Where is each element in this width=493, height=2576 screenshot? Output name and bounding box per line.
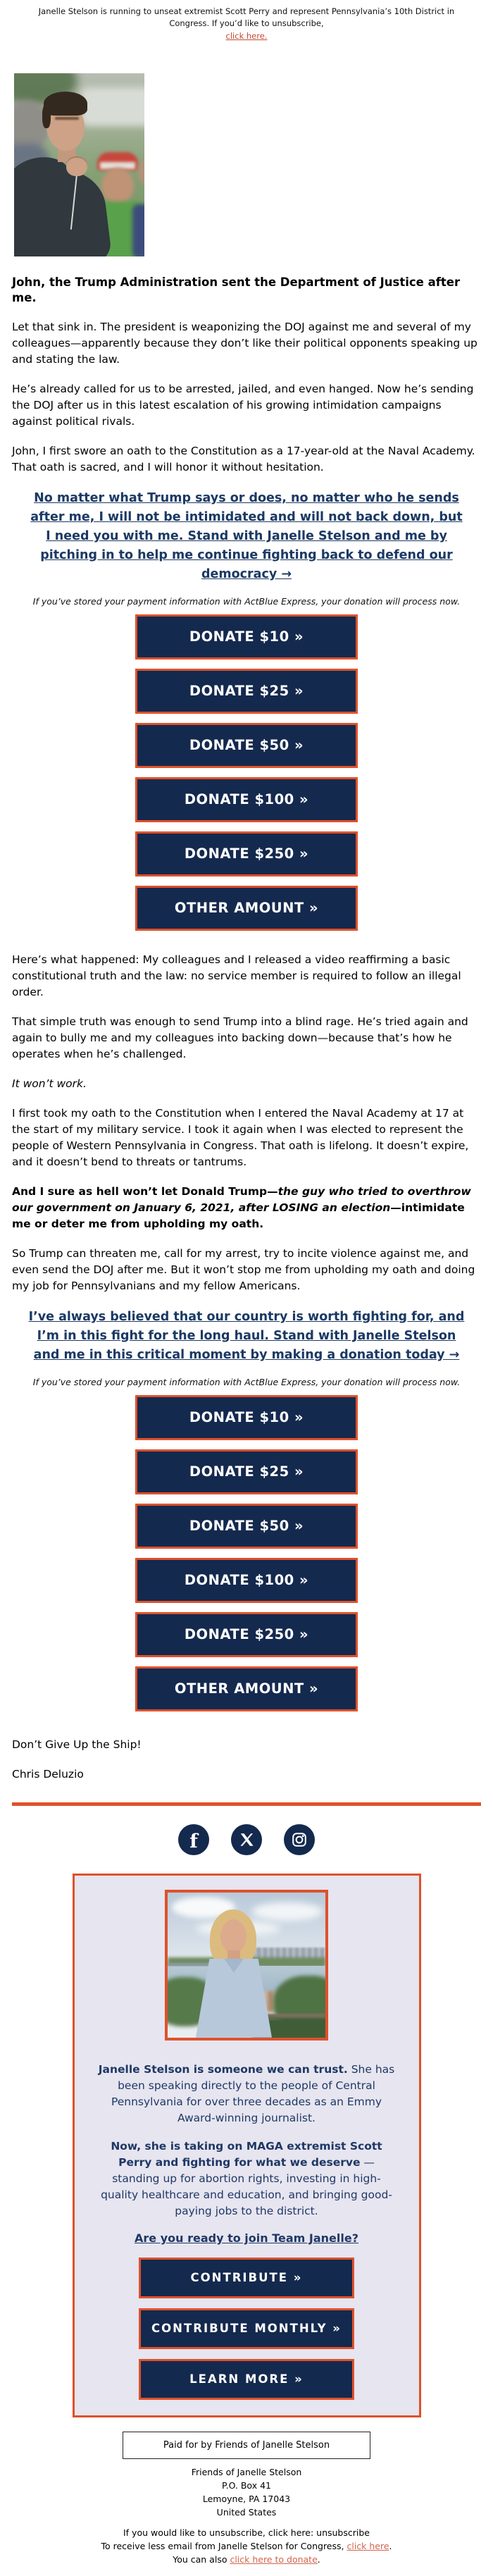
cta-link-donation-today[interactable]: I’ve always believed that our country is worth fighting for, and I’m in this fight for the long haul. Stand with Janelle Stelson and me in this critical moment by making a donation today → <box>28 1309 465 1362</box>
donate-button-group-1 <box>12 614 481 931</box>
banner <box>0 6 493 42</box>
donate-25-button[interactable]: DONATE $25 » <box>135 669 358 714</box>
facebook-icon[interactable]: f <box>178 1824 209 1855</box>
donate-25-button[interactable]: DONATE $25 » <box>135 1449 358 1494</box>
card-question <box>75 2231 419 2245</box>
card-paragraph: Now, she is taking on MAGA extremist Scott Perry and fighting for what we deserve — standing up for abortion rights, investing in high-quality healthcare and education, and bringing good-paying jobs to the district. <box>101 2139 392 2217</box>
unsubscribe-text: unsubscribe <box>316 2527 370 2538</box>
unsubscribe-line-1: If you would like to unsubscribe, click here: unsubscribe <box>123 2527 370 2538</box>
cta-link-defend-democracy[interactable]: No matter what Trump says or does, no matter who he sends after me, I will not be intimidated and will not back down, but I need you with me. Stand with Janelle Stelson and me by pitching in to help me continue fighting back to defend our democracy → <box>30 490 463 581</box>
email-heading: John, the Trump Administration sent the Department of Justice after me. <box>12 275 461 304</box>
actblue-express-note: If you’ve stored your payment information with ActBlue Express, your donation will process now. <box>32 1376 461 1387</box>
card-button-group <box>75 2258 419 2400</box>
banner-text: Janelle Stelson is running to unseat extremist Scott Perry and represent Pennsylvania’s 10th District in Congress. If you’d like to unsubscribe, <box>38 6 455 29</box>
bold-italic-text: the guy who tried to overthrow our government on January 6, 2021, after LOSING an election <box>12 1184 471 1214</box>
donate-10-button[interactable]: DONATE $10 » <box>135 1395 358 1440</box>
address-line: Lemoyne, PA 17043 <box>202 2493 291 2504</box>
paragraph: That simple truth was enough to send Trump into a blind rage. He’s tried again and again to bully me and my colleagues into backing down—because that’s how he operates when he’s challenged. <box>12 1015 468 1060</box>
donate-100-button[interactable]: DONATE $100 » <box>135 1558 358 1603</box>
bold-text: —intimidate me or deter me from upholding my oath. <box>12 1201 465 1230</box>
paragraph-italic: It won’t work. <box>12 1077 87 1090</box>
unsubscribe-line-3: You can also click here to donate. <box>173 2553 320 2565</box>
paragraph: Here’s what happened: My colleagues and I released a video reaffirming a basic constitutional truth and the law: no service member is required to follow an illegal order. <box>12 953 461 998</box>
less-email-link[interactable]: click here <box>347 2540 389 2551</box>
janelle-stelson-endorsement-card <box>73 1874 421 2417</box>
donate-button-group-2 <box>12 1395 481 1711</box>
instagram-icon[interactable] <box>284 1824 315 1855</box>
donate-250-button[interactable]: DONATE $250 » <box>135 831 358 877</box>
signoff-name: Chris Deluzio <box>12 1767 84 1781</box>
bold-text: Janelle Stelson is someone we can trust. <box>98 2062 348 2076</box>
donate-other-amount-button[interactable]: OTHER AMOUNT » <box>135 1666 358 1711</box>
unsubscribe-line-2: To receive less email from Janelle Stelson for Congress, click here. <box>101 2540 392 2551</box>
photo-janelle-stelson <box>165 1890 328 2041</box>
bold-text: Now, she is taking on MAGA extremist Scott Perry and fighting for what we deserve <box>111 2139 382 2169</box>
orange-divider <box>12 1802 481 1806</box>
paragraph: He’s already called for us to be arrested, jailed, and even hanged. Now he’s sending the DOJ after us in this latest escalation of his growing intimidation campaigns against political rivals. <box>12 382 474 428</box>
paid-for-disclaimer-box: Paid for by Friends of Janelle Stelson <box>123 2432 370 2459</box>
donate-50-button[interactable]: DONATE $50 » <box>135 723 358 768</box>
donate-50-button[interactable]: DONATE $50 » <box>135 1504 358 1549</box>
paragraph: I first took my oath to the Constitution when I entered the Naval Academy at 17 at the start of my military service. I took it again when I was elected to represent the people of Western Pennsylvania in Congress. That oath is lifelong. It doesn’t expire, and it doesn’t bend to threats or tantrums. <box>12 1106 469 1168</box>
donate-250-button[interactable]: DONATE $250 » <box>135 1612 358 1657</box>
learn-more-button[interactable]: LEARN MORE » <box>139 2359 354 2400</box>
banner-unsubscribe-link[interactable]: click here. <box>225 30 268 41</box>
paragraph: John, I first swore an oath to the Constitution as a 17-year-old at the Naval Academy. That oath is sacred, and I will honor it without hesitation. <box>12 444 475 473</box>
actblue-express-note: If you’ve stored your payment information with ActBlue Express, your donation will process now. <box>32 595 461 607</box>
donate-10-button[interactable]: DONATE $10 » <box>135 614 358 660</box>
unsubscribe-block <box>0 2526 493 2576</box>
donate-footer-link[interactable]: click here to donate <box>230 2553 318 2565</box>
contribute-button[interactable]: CONTRIBUTE » <box>139 2258 354 2298</box>
address-line: United States <box>216 2506 277 2518</box>
hero-photo-chris-deluzio <box>14 73 144 256</box>
paragraph: Let that sink in. The president is weaponizing the DOJ against me and several of my colleagues—apparently because they don’t like their political opponents speaking up and stating the law. <box>12 320 478 366</box>
x-icon[interactable] <box>231 1824 262 1855</box>
donate-other-amount-button[interactable]: OTHER AMOUNT » <box>135 886 358 931</box>
address-line: Friends of Janelle Stelson <box>191 2466 302 2477</box>
bold-text: And I sure as hell won’t let Donald Trump— <box>12 1184 278 1198</box>
card-paragraph: Janelle Stelson is someone we can trust. She has been speaking directly to the people of Central Pennsylvania for over three decades as an Emmy Award-winning journalist. <box>98 2062 395 2124</box>
address-line: P.O. Box 41 <box>222 2479 271 2491</box>
join-team-janelle-link[interactable]: Are you ready to join Team Janelle? <box>135 2231 358 2245</box>
contribute-monthly-button[interactable]: CONTRIBUTE MONTHLY » <box>139 2308 354 2349</box>
paragraph: So Trump can threaten me, call for my arrest, try to incite violence against me, and even send the DOJ after me. But it won’t stop me from upholding my oath and doing my job for Pennsylvanians and my fellow Americans. <box>12 1246 475 1292</box>
committee-address <box>0 2465 493 2519</box>
paragraph-bold <box>12 1184 481 1232</box>
signoff-slogan: Don’t Give Up the Ship! <box>12 1738 142 1751</box>
donate-100-button[interactable]: DONATE $100 » <box>135 777 358 822</box>
social-links-row <box>0 1824 493 1855</box>
